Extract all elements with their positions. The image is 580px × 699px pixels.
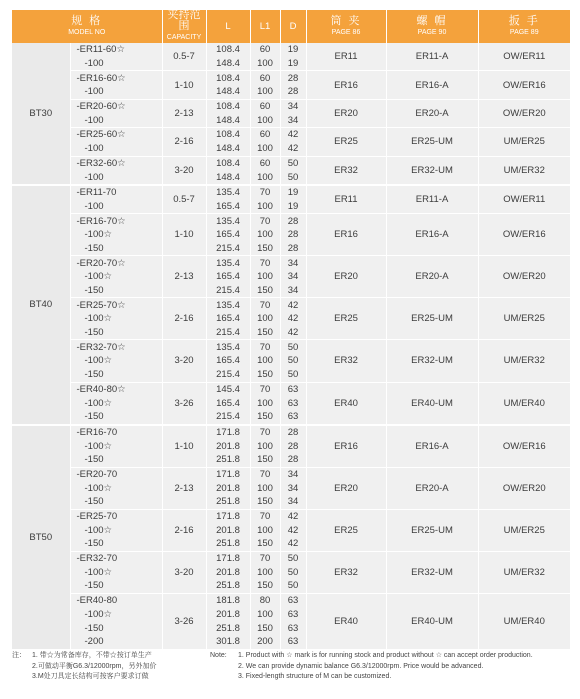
l-cell: 181.8 <box>206 593 250 607</box>
nut-cell: ER32-UM <box>386 551 478 593</box>
l1-cell: 100 <box>250 396 280 410</box>
nut-cell: ER32-UM <box>386 340 478 382</box>
d-cell: 28 <box>280 242 306 256</box>
d-cell: 34 <box>280 99 306 113</box>
model-cell: -100☆ <box>70 396 162 410</box>
l-header: L <box>206 10 250 43</box>
nut-header: 螺 帽 PAGE 90 <box>386 10 478 43</box>
nut-cell: ER16-A <box>386 71 478 99</box>
model-cell: -ER32-70 <box>70 551 162 565</box>
nut-cell: ER40-UM <box>386 382 478 425</box>
d-cell: 42 <box>280 128 306 142</box>
model-cell: -ER25-70☆ <box>70 298 162 312</box>
capacity-cell: 3-20 <box>162 340 206 382</box>
wrench-cell: OW/ER20 <box>478 256 570 298</box>
d-cell: 50 <box>280 565 306 579</box>
collet-cell: ER20 <box>306 467 386 509</box>
l1-cell: 70 <box>250 509 280 523</box>
model-cell: -ER20-60☆ <box>70 99 162 113</box>
l1-cell: 100 <box>250 565 280 579</box>
l-cell: 148.4 <box>206 142 250 156</box>
model-header: 规 格 MODEL NO <box>12 10 162 43</box>
table-row <box>12 467 570 481</box>
d-cell: 63 <box>280 635 306 649</box>
d-cell: 50 <box>280 368 306 382</box>
collet-cell: ER32 <box>306 340 386 382</box>
notes-cn-line: 3.M处刀具定长结构可按客户要求订做 <box>32 673 149 680</box>
l1-cell: 150 <box>250 410 280 425</box>
l-cell: 201.8 <box>206 481 250 495</box>
capacity-cell: 2-16 <box>162 128 206 156</box>
model-cell: -150 <box>70 453 162 467</box>
l-cell: 165.4 <box>206 270 250 284</box>
wrench-cell: OW/ER11 <box>478 185 570 214</box>
nut-cell: ER40-UM <box>386 593 478 648</box>
model-cell: -ER40-80☆ <box>70 382 162 396</box>
l-cell: 215.4 <box>206 326 250 340</box>
table-row <box>12 425 570 440</box>
d-cell: 28 <box>280 228 306 242</box>
l1-cell: 100 <box>250 228 280 242</box>
l1-cell: 60 <box>250 156 280 170</box>
notes-en-label: Note: <box>210 652 227 659</box>
header-row <box>12 10 570 43</box>
model-cell: -100☆ <box>70 270 162 284</box>
d-cell: 28 <box>280 85 306 99</box>
l1-cell: 150 <box>250 284 280 298</box>
l-cell: 135.4 <box>206 298 250 312</box>
model-cell: -150 <box>70 537 162 551</box>
capacity-cell: 1-10 <box>162 214 206 256</box>
l1-cell: 60 <box>250 99 280 113</box>
capacity-cell: 2-16 <box>162 509 206 551</box>
l1-cell: 150 <box>250 579 280 593</box>
l1-cell: 200 <box>250 635 280 649</box>
d-cell: 34 <box>280 495 306 509</box>
nut-cell: ER20-A <box>386 99 478 127</box>
l-cell: 171.8 <box>206 509 250 523</box>
capacity-header: 夹持范围 CAPACITY <box>162 10 206 43</box>
d-cell: 42 <box>280 312 306 326</box>
l-cell: 148.4 <box>206 113 250 127</box>
l-cell: 251.8 <box>206 495 250 509</box>
collet-cell: ER16 <box>306 425 386 468</box>
nut-cell: ER25-UM <box>386 128 478 156</box>
collet-cell: ER32 <box>306 156 386 185</box>
capacity-cell: 3-26 <box>162 593 206 648</box>
l1-cell: 80 <box>250 593 280 607</box>
model-cell: -ER16-70☆ <box>70 214 162 228</box>
l1-cell: 100 <box>250 312 280 326</box>
d-cell: 34 <box>280 467 306 481</box>
l1-cell: 70 <box>250 425 280 440</box>
spec-body <box>12 43 570 649</box>
l1-cell: 100 <box>250 57 280 71</box>
model-cell: -100☆ <box>70 312 162 326</box>
d-cell: 50 <box>280 354 306 368</box>
collet-cell: ER20 <box>306 256 386 298</box>
l1-header: L1 <box>250 10 280 43</box>
notes-en-line: 3. Fixed-length structure of M can be customized. <box>238 673 392 680</box>
l-cell: 201.8 <box>206 608 250 622</box>
wrench-cell: UM/ER32 <box>478 551 570 593</box>
l1-cell: 150 <box>250 495 280 509</box>
nut-cell: ER32-UM <box>386 156 478 185</box>
l1-cell: 100 <box>250 354 280 368</box>
capacity-cell: 2-13 <box>162 467 206 509</box>
l-cell: 251.8 <box>206 453 250 467</box>
l-cell: 201.8 <box>206 523 250 537</box>
notes-cn-line: 1. 带☆为常备库存，不带☆按订单生产 <box>32 652 152 659</box>
notes-cn-label: 注： <box>12 652 26 659</box>
d-cell: 42 <box>280 509 306 523</box>
l-cell: 165.4 <box>206 312 250 326</box>
d-cell: 19 <box>280 200 306 214</box>
l-cell: 251.8 <box>206 579 250 593</box>
l-cell: 135.4 <box>206 185 250 200</box>
table-row <box>12 298 570 312</box>
table-row <box>12 43 570 57</box>
table-row <box>12 99 570 113</box>
l1-cell: 60 <box>250 128 280 142</box>
d-cell: 42 <box>280 298 306 312</box>
collet-cell: ER11 <box>306 185 386 214</box>
wrench-cell: OW/ER16 <box>478 425 570 468</box>
d-cell: 50 <box>280 551 306 565</box>
capacity-cell: 0.5-7 <box>162 43 206 71</box>
d-cell: 28 <box>280 425 306 440</box>
l-cell: 165.4 <box>206 200 250 214</box>
wrench-cell: UM/ER32 <box>478 156 570 185</box>
l1-cell: 150 <box>250 242 280 256</box>
d-header: D <box>280 10 306 43</box>
collet-cell: ER25 <box>306 128 386 156</box>
nut-cell: ER16-A <box>386 214 478 256</box>
d-cell: 28 <box>280 453 306 467</box>
d-cell: 63 <box>280 410 306 425</box>
collet-cell: ER32 <box>306 551 386 593</box>
collet-cell: ER16 <box>306 214 386 256</box>
l-cell: 215.4 <box>206 410 250 425</box>
l-cell: 165.4 <box>206 228 250 242</box>
collet-cell: ER40 <box>306 593 386 648</box>
model-cell: -ER16-60☆ <box>70 71 162 85</box>
notes-cn-line: 2.可做动平衡G6.3/12000rpm，另外加价 <box>32 662 157 670</box>
d-cell: 50 <box>280 579 306 593</box>
model-cell: -100☆ <box>70 354 162 368</box>
l-cell: 215.4 <box>206 368 250 382</box>
l-cell: 215.4 <box>206 284 250 298</box>
capacity-cell: 2-13 <box>162 99 206 127</box>
l-cell: 201.8 <box>206 439 250 453</box>
table-row <box>12 128 570 142</box>
l-cell: 148.4 <box>206 57 250 71</box>
wrench-cell: UM/ER32 <box>478 340 570 382</box>
model-cell: -100☆ <box>70 608 162 622</box>
l1-cell: 150 <box>250 368 280 382</box>
l1-cell: 100 <box>250 270 280 284</box>
table-row <box>12 593 570 607</box>
d-cell: 19 <box>280 185 306 200</box>
l-cell: 148.4 <box>206 85 250 99</box>
collet-cell: ER25 <box>306 509 386 551</box>
model-cell: -100 <box>70 57 162 71</box>
notes-english <box>210 651 533 683</box>
model-cell: -150 <box>70 621 162 635</box>
l-cell: 301.8 <box>206 635 250 649</box>
model-cell: -100☆ <box>70 523 162 537</box>
table-row <box>12 185 570 200</box>
l-cell: 251.8 <box>206 537 250 551</box>
capacity-cell: 1-10 <box>162 425 206 468</box>
model-cell: -ER11-60☆ <box>70 43 162 57</box>
l1-cell: 100 <box>250 170 280 185</box>
table-row <box>12 382 570 396</box>
l-cell: 148.4 <box>206 170 250 185</box>
l1-cell: 70 <box>250 214 280 228</box>
model-cell: -ER20-70☆ <box>70 256 162 270</box>
d-cell: 50 <box>280 156 306 170</box>
collet-cell: ER16 <box>306 71 386 99</box>
model-cell: -ER32-70☆ <box>70 340 162 354</box>
model-cell: -200 <box>70 635 162 649</box>
model-cell: -100 <box>70 200 162 214</box>
l1-cell: 60 <box>250 71 280 85</box>
model-cell: -ER25-70 <box>70 509 162 523</box>
l-cell: 108.4 <box>206 71 250 85</box>
capacity-cell: 0.5-7 <box>162 185 206 214</box>
d-cell: 63 <box>280 608 306 622</box>
l-cell: 145.4 <box>206 382 250 396</box>
d-cell: 19 <box>280 43 306 57</box>
bt-cell: BT50 <box>12 425 70 649</box>
model-cell: -100☆ <box>70 481 162 495</box>
l1-cell: 150 <box>250 537 280 551</box>
d-cell: 34 <box>280 256 306 270</box>
wrench-cell: UM/ER25 <box>478 128 570 156</box>
l1-cell: 100 <box>250 85 280 99</box>
d-cell: 28 <box>280 439 306 453</box>
wrench-cell: OW/ER16 <box>478 71 570 99</box>
l-cell: 108.4 <box>206 99 250 113</box>
model-cell: -100 <box>70 85 162 99</box>
l1-cell: 100 <box>250 439 280 453</box>
model-cell: -150 <box>70 326 162 340</box>
l1-cell: 150 <box>250 621 280 635</box>
model-cell: -100 <box>70 170 162 185</box>
nut-cell: ER20-A <box>386 467 478 509</box>
l1-cell: 70 <box>250 298 280 312</box>
capacity-cell: 3-20 <box>162 551 206 593</box>
l1-cell: 100 <box>250 200 280 214</box>
model-cell: -ER11-70 <box>70 185 162 200</box>
l1-cell: 70 <box>250 382 280 396</box>
l1-cell: 100 <box>250 113 280 127</box>
l-cell: 108.4 <box>206 128 250 142</box>
table-row <box>12 156 570 170</box>
wrench-cell: OW/ER20 <box>478 99 570 127</box>
l-cell: 171.8 <box>206 551 250 565</box>
l1-cell: 100 <box>250 608 280 622</box>
d-cell: 28 <box>280 71 306 85</box>
notes-en-line: 1. Product with ☆ mark is for running stock and product without ☆ can accept order production. <box>238 652 533 659</box>
d-cell: 42 <box>280 142 306 156</box>
model-cell: -ER25-60☆ <box>70 128 162 142</box>
collet-cell: ER20 <box>306 99 386 127</box>
d-cell: 50 <box>280 340 306 354</box>
nut-cell: ER11-A <box>386 43 478 71</box>
capacity-cell: 3-26 <box>162 382 206 425</box>
l-cell: 108.4 <box>206 156 250 170</box>
d-cell: 63 <box>280 396 306 410</box>
model-cell: -100 <box>70 142 162 156</box>
l-cell: 215.4 <box>206 242 250 256</box>
wrench-cell: UM/ER40 <box>478 382 570 425</box>
wrench-cell: UM/ER25 <box>478 509 570 551</box>
d-cell: 63 <box>280 593 306 607</box>
l-cell: 108.4 <box>206 43 250 57</box>
model-cell: -150 <box>70 284 162 298</box>
model-cell: -100☆ <box>70 565 162 579</box>
l-cell: 135.4 <box>206 256 250 270</box>
table-row <box>12 214 570 228</box>
l1-cell: 150 <box>250 453 280 467</box>
model-cell: -ER16-70 <box>70 425 162 440</box>
model-cell: -150 <box>70 495 162 509</box>
nut-cell: ER25-UM <box>386 298 478 340</box>
notes-en-line: 2. We can provide dynamic balance G6.3/12000rpm. Price would be advanced. <box>238 662 484 670</box>
l-cell: 201.8 <box>206 565 250 579</box>
l-cell: 171.8 <box>206 467 250 481</box>
model-cell: -100☆ <box>70 439 162 453</box>
model-cell: -100 <box>70 113 162 127</box>
table-row <box>12 71 570 85</box>
model-cell: -ER32-60☆ <box>70 156 162 170</box>
l1-cell: 70 <box>250 467 280 481</box>
model-cell: -150 <box>70 579 162 593</box>
l1-cell: 100 <box>250 142 280 156</box>
nut-cell: ER11-A <box>386 185 478 214</box>
d-cell: 42 <box>280 523 306 537</box>
l1-cell: 150 <box>250 326 280 340</box>
l1-cell: 60 <box>250 43 280 57</box>
capacity-cell: 2-16 <box>162 298 206 340</box>
capacity-cell: 3-20 <box>162 156 206 185</box>
d-cell: 50 <box>280 170 306 185</box>
collet-cell: ER11 <box>306 43 386 71</box>
collet-cell: ER25 <box>306 298 386 340</box>
model-cell: -100☆ <box>70 228 162 242</box>
wrench-cell: UM/ER40 <box>478 593 570 648</box>
nut-cell: ER16-A <box>386 425 478 468</box>
l-cell: 251.8 <box>206 621 250 635</box>
l-cell: 135.4 <box>206 340 250 354</box>
d-cell: 28 <box>280 214 306 228</box>
l1-cell: 70 <box>250 340 280 354</box>
model-cell: -ER40-80 <box>70 593 162 607</box>
wrench-cell: OW/ER11 <box>478 43 570 71</box>
capacity-cell: 1-10 <box>162 71 206 99</box>
model-cell: -150 <box>70 242 162 256</box>
table-row <box>12 256 570 270</box>
l-cell: 135.4 <box>206 214 250 228</box>
wrench-header: 扳 手 PAGE 89 <box>478 10 570 43</box>
d-cell: 34 <box>280 113 306 127</box>
l1-cell: 70 <box>250 551 280 565</box>
table-row <box>12 509 570 523</box>
wrench-cell: OW/ER16 <box>478 214 570 256</box>
model-cell: -150 <box>70 410 162 425</box>
d-cell: 19 <box>280 57 306 71</box>
table-row <box>12 340 570 354</box>
collet-header: 筒 夹 PAGE 86 <box>306 10 386 43</box>
d-cell: 34 <box>280 270 306 284</box>
nut-cell: ER20-A <box>386 256 478 298</box>
l1-cell: 100 <box>250 523 280 537</box>
wrench-cell: OW/ER20 <box>478 467 570 509</box>
l1-cell: 70 <box>250 256 280 270</box>
model-cell: -ER20-70 <box>70 467 162 481</box>
spec-table <box>12 10 570 649</box>
wrench-cell: UM/ER25 <box>478 298 570 340</box>
d-cell: 42 <box>280 537 306 551</box>
bt-cell: BT40 <box>12 185 70 425</box>
d-cell: 63 <box>280 621 306 635</box>
d-cell: 42 <box>280 326 306 340</box>
notes-chinese <box>12 651 156 683</box>
l-cell: 165.4 <box>206 396 250 410</box>
bt-cell: BT30 <box>12 43 70 185</box>
l1-cell: 100 <box>250 481 280 495</box>
l-cell: 165.4 <box>206 354 250 368</box>
capacity-cell: 2-13 <box>162 256 206 298</box>
d-cell: 34 <box>280 481 306 495</box>
d-cell: 34 <box>280 284 306 298</box>
collet-cell: ER40 <box>306 382 386 425</box>
table-row <box>12 551 570 565</box>
nut-cell: ER25-UM <box>386 509 478 551</box>
model-cell: -150 <box>70 368 162 382</box>
l-cell: 171.8 <box>206 425 250 440</box>
d-cell: 63 <box>280 382 306 396</box>
l1-cell: 70 <box>250 185 280 200</box>
